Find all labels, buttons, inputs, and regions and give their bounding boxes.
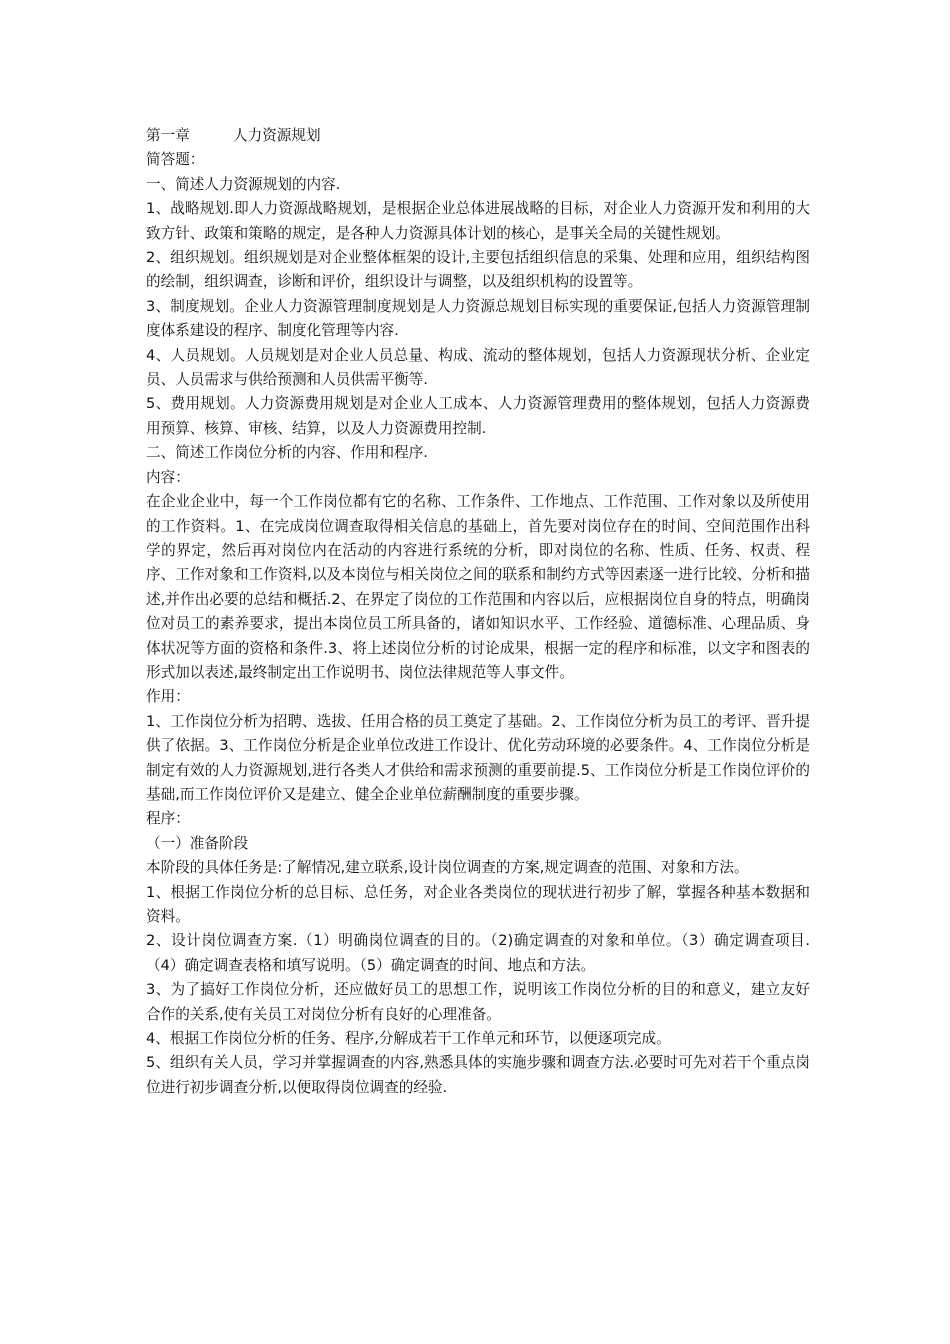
paragraph-strategy-planning: 1、战略规划.即人力资源战略规划，是根据企业总体进展战略的目标，对企业人力资源开发和利用的大致方针、政策和策略的规定，是各种人力资源具体计划的核心，是事关全局的关键性规划。	[146, 200, 810, 242]
paragraph-prep-step-4: 4、根据工作岗位分析的任务、程序,分解成若干工作单元和环节，以便逐项完成。	[146, 1030, 671, 1048]
paragraph-organization-planning: 2、组织规划。组织规划是对企业整体框架的设计,主要包括组织信息的采集、处理和应用，组织结构图的绘制，组织调查，诊断和评价，组织设计与调整，以及组织机构的设置等。	[146, 249, 810, 291]
paragraph-function-label: 作用：	[146, 688, 190, 706]
paragraph-function-body: 1、工作岗位分析为招聘、选拔、任用合格的员工奠定了基础。2、工作岗位分析为员工的考评、晋升提供了依据。3、工作岗位分析是企业单位改进工作设计、优化劳动环境的必要条件。4、工作岗位分析是制定有效的人力资源规划,进行各类人才供给和需求预测的重要前提.5、工作岗位分析是工作岗位评价的基础,而工作岗位评价又是建立、健全企业单位薪酬制度的重要步骤。	[146, 712, 810, 803]
document-page	[146, 124, 810, 1100]
paragraph-prep-step-5: 5、组织有关人员，学习并掌握调查的内容,熟悉具体的实施步骤和调查方法.必要时可先对若干个重点岗位进行初步调查分析,以便取得岗位调查的经验.	[146, 1054, 810, 1096]
chapter-heading	[146, 124, 810, 148]
paragraph-prep-step-1: 1、根据工作岗位分析的总目标、总任务，对企业各类岗位的现状进行初步了解，掌握各种基本数据和资料。	[146, 883, 810, 925]
paragraph-question-1: 一、简述人力资源规划的内容.	[146, 175, 341, 193]
paragraph-personnel-planning: 4、人员规划。人员规划是对企业人员总量、构成、流动的整体规划，包括人力资源现状分析、企业定员、人员需求与供给预测和人员供需平衡等.	[146, 346, 810, 389]
chapter-title: 人力资源规划	[233, 127, 321, 144]
paragraph-content-body: 在企业企业中，每一个工作岗位都有它的名称、工作条件、工作地点、工作范围、工作对象以及所使用的工作资料。1、在完成岗位调查取得相关信息的基础上，首先要对岗位存在的时间、空间范围作出科学的界定，然后再对岗位内在活动的内容进行系统的分析，即对岗位的名称、性质、任务、权责、程序、工作对象和工作资料,以及本岗位与相关岗位之间的联系和制约方式等因素逐一进行比较、分析和描述,并作出必要的总结和概括.2、在界定了岗位的工作范围和内容以后，应根据岗位自身的特点，明确岗位对员工的素养要求，提出本岗位员工所具备的，诸如知识水平、工作经验、道德标准、心理品质、身体状况等方面的资格和条件.3、将上述岗位分析的讨论成果，根据一定的程序和标准，以文字和图表的形式加以表述,最终制定出工作说明书、岗位法律规范等人事文件。	[146, 493, 810, 681]
paragraph-prep-step-2: 2、设计岗位调查方案.（1）明确岗位调查的目的。（2)确定调查的对象和单位。（3）确定调查项目.（4）确定调查表格和填写说明。（5）确定调查的时间、地点和方法。	[146, 932, 810, 974]
paragraph-question-2: 二、简述工作岗位分析的内容、作用和程序.	[146, 444, 428, 462]
paragraph-prep-step-3: 3、为了搞好工作岗位分析，还应做好员工的思想工作，说明该工作岗位分析的目的和意义，建立友好合作的关系,使有关员工对岗位分析有良好的心理准备。	[146, 981, 810, 1023]
chapter-number: 第一章	[146, 127, 190, 144]
paragraph-prep-stage: （一）准备阶段	[146, 834, 249, 852]
paragraph-procedure-label: 程序：	[146, 810, 190, 828]
paragraph-content-label: 内容：	[146, 468, 190, 486]
paragraph-prep-tasks: 本阶段的具体任务是:了解情况,建立联系,设计岗位调查的方案,规定调查的范围、对象和方法。	[146, 859, 749, 877]
paragraph-cost-planning: 5、费用规划。人力资源费用规划是对企业人工成本、人力资源管理费用的整体规划，包括人力资源费用预算、核算、审核、结算，以及人力资源费用控制.	[146, 395, 810, 437]
paragraph-short-answer-heading: 简答题：	[146, 151, 205, 169]
paragraph-system-planning: 3、制度规划。企业人力资源管理制度规划是人力资源总规划目标实现的重要保证,包括人力资源管理制度体系建设的程序、制度化管理等内容.	[146, 297, 810, 340]
